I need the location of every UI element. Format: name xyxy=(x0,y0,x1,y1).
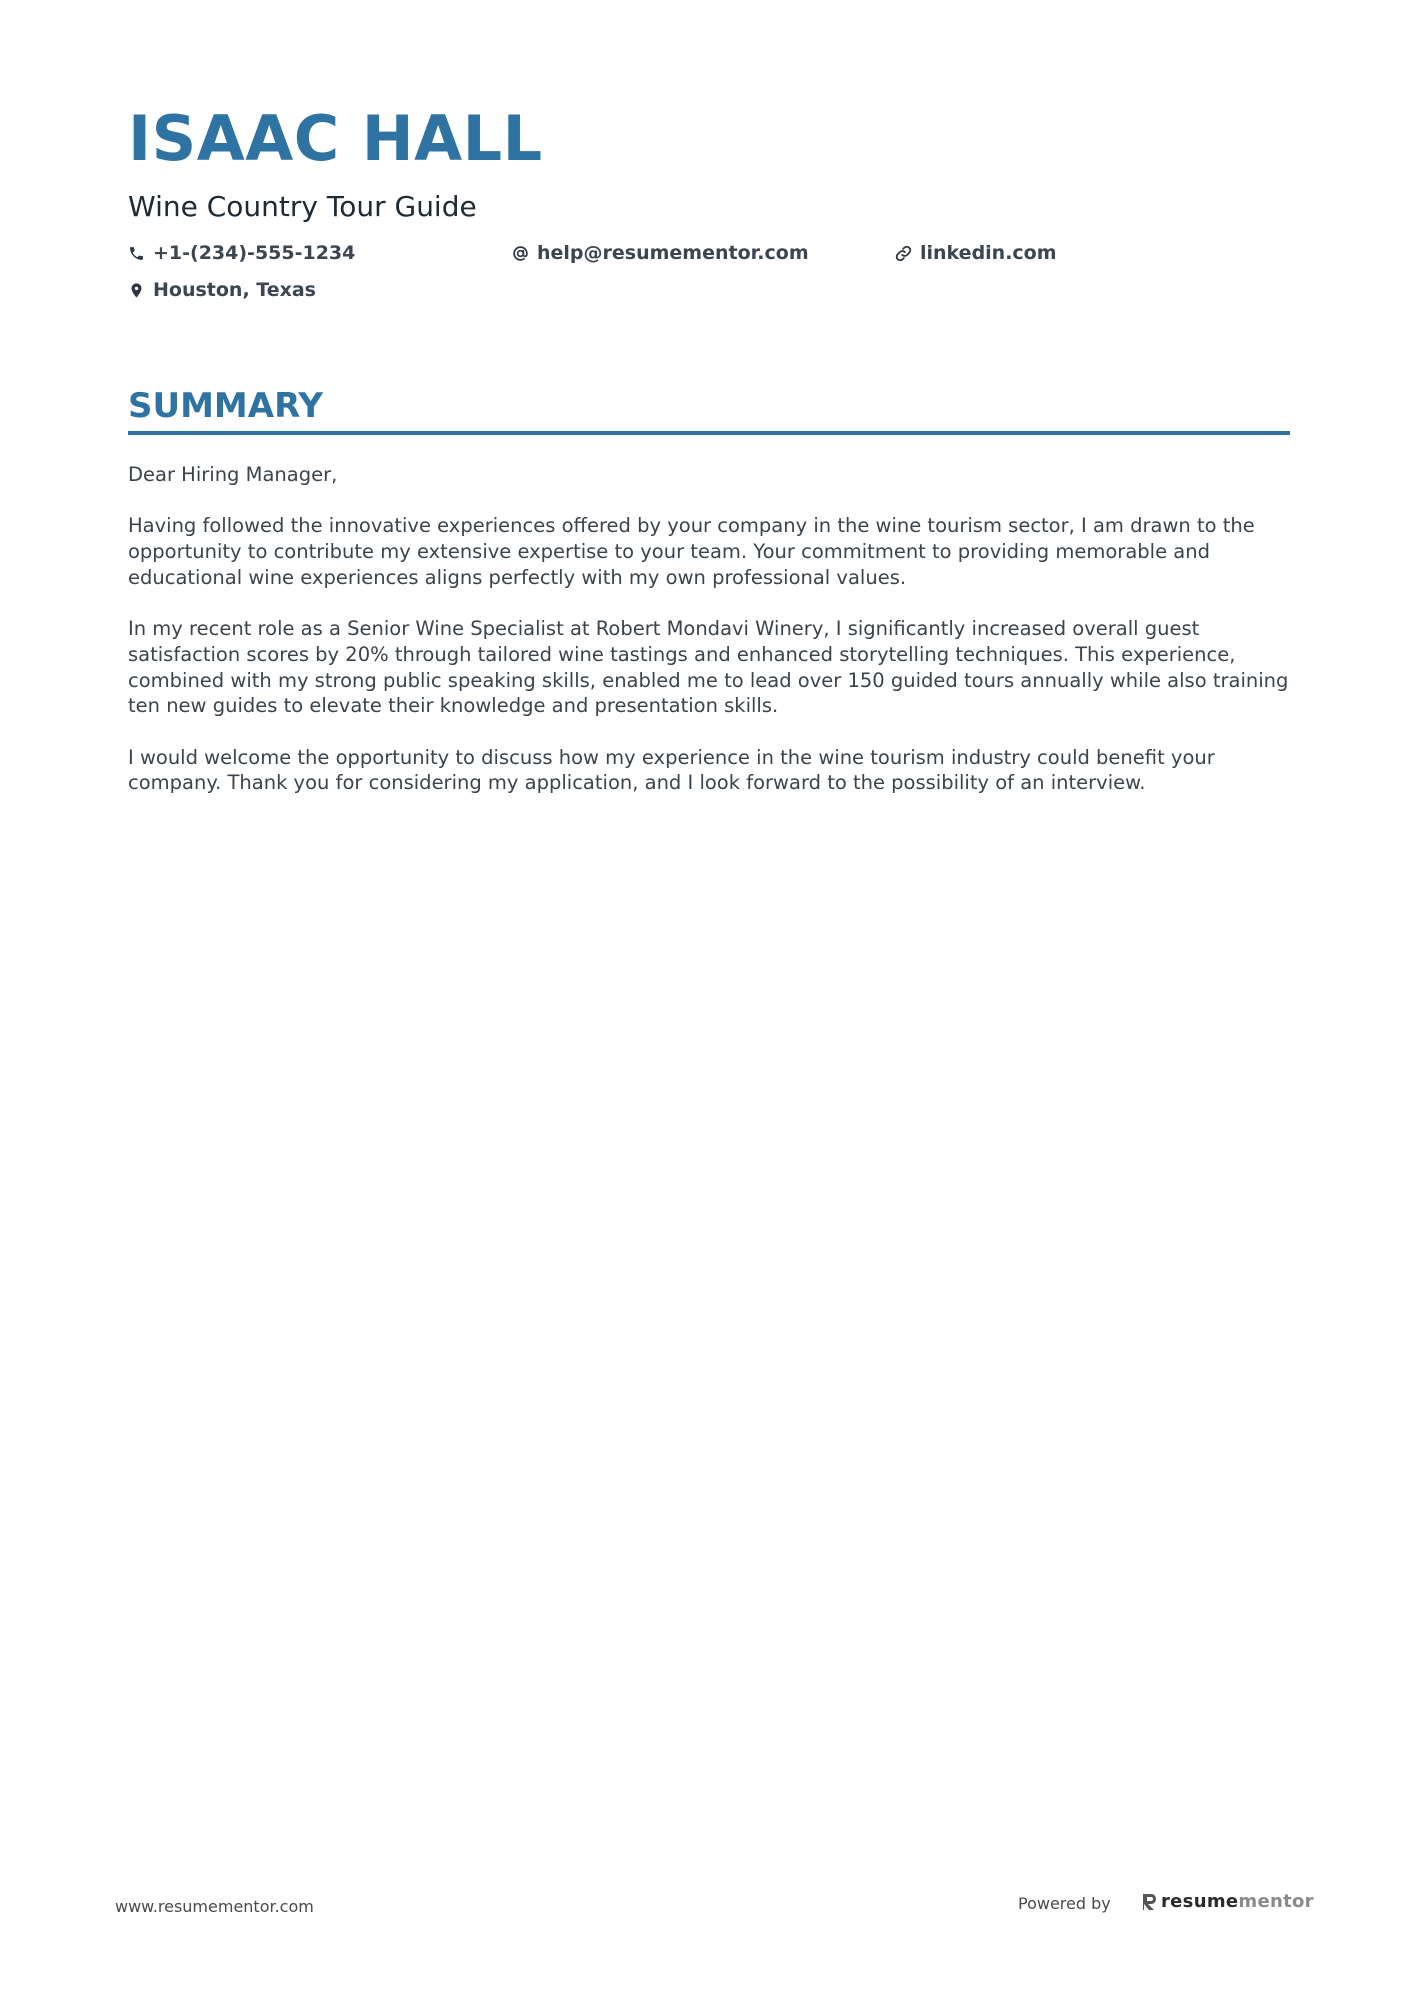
link-icon xyxy=(895,245,912,262)
section-divider xyxy=(128,431,1290,435)
contact-linkedin xyxy=(895,244,1057,263)
email-text: help@resumementor.com xyxy=(537,242,809,264)
footer-website: www.resumementor.com xyxy=(115,1897,314,1916)
phone-icon xyxy=(128,245,145,262)
linkedin-text: linkedin.com xyxy=(920,242,1057,264)
summary-body xyxy=(128,462,1290,822)
contact-email xyxy=(512,244,809,263)
resumementor-logo-icon xyxy=(1141,1892,1158,1912)
brand-logo xyxy=(1141,1891,1314,1912)
powered-by-label: Powered by xyxy=(1018,1894,1111,1913)
brand-name-mentor: mentor xyxy=(1238,1891,1314,1912)
salutation: Dear Hiring Manager, xyxy=(128,463,338,486)
brand-name-resume: resume xyxy=(1161,1891,1239,1912)
location-pin-icon xyxy=(128,282,145,299)
job-title: Wine Country Tour Guide xyxy=(128,190,477,223)
summary-heading: SUMMARY xyxy=(128,386,324,426)
contact-location xyxy=(128,281,316,300)
candidate-name: ISAAC HALL xyxy=(128,102,543,175)
phone-text: +1-(234)-555-1234 xyxy=(153,242,356,264)
at-icon xyxy=(512,245,529,262)
summary-paragraph: In my recent role as a Senior Wine Specialist at Robert Mondavi Winery, I significantly increased overall guest satisfaction scores by 20% through tailored wine tastings and enhanced storytelling techniques. This experience, combined with my strong public speaking skills, enabled me to lead over 150 guided tours annually while also training ten new guides to elevate their knowledge and presentation skills. xyxy=(128,617,1289,718)
location-text: Houston, Texas xyxy=(153,279,316,301)
summary-paragraph: Having followed the innovative experiences offered by your company in the wine tourism sector, I am drawn to the opportunity to contribute my extensive expertise to your team. Your commitment to providing memorable and educational wine experiences aligns perfectly with my own professional values. xyxy=(128,514,1255,589)
contact-phone xyxy=(128,244,355,263)
summary-paragraph: I would welcome the opportunity to discuss how my experience in the wine tourism industry could benefit your company. Thank you for considering my application, and I look forward to the possibility of an interview. xyxy=(128,745,1215,795)
